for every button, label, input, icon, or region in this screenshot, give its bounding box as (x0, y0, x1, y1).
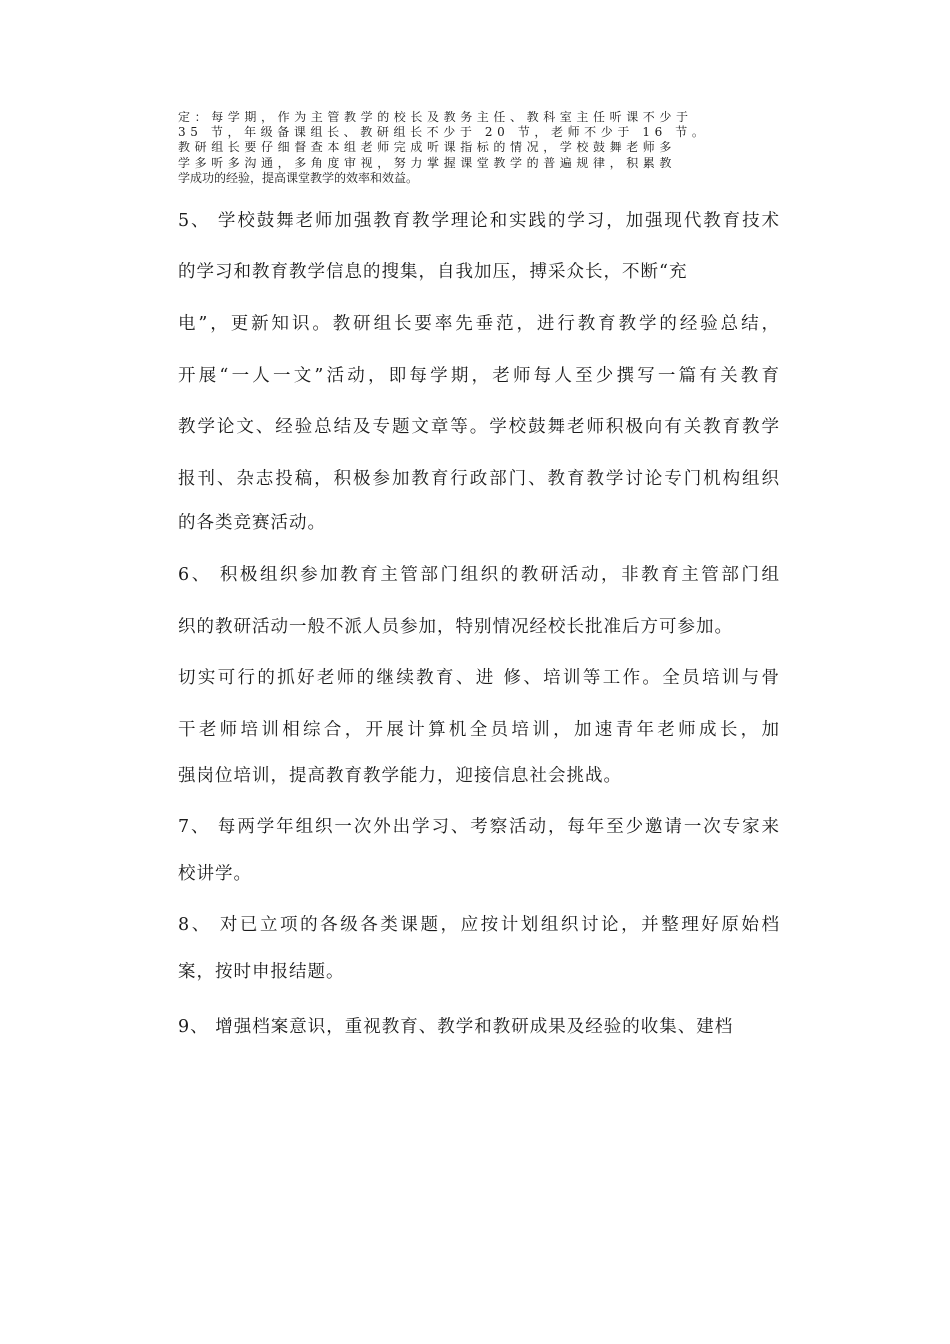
intro-line: 学多听多沟通，多角度审视，努力掌握课堂教学的普遍规律，积累教 (178, 155, 677, 170)
item-6-line: 干老师培训相综合，开展计算机全员培训，加速青年老师成长，加 (178, 720, 780, 740)
item-8-line: 案，按时申报结题。 (178, 962, 345, 982)
item-5-line: 的学习和教育教学信息的搜集，自我加压，搏采众长，不断“充 (178, 262, 688, 282)
item-5-line: 电”，更新知识。教研组长要率先垂范，进行教育教学的经验总结， (178, 314, 780, 334)
intro-line: 定：每学期，作为主管教学的校长及教务主任、教科室主任听课不少于 (178, 110, 693, 124)
item-5-line: 5、 学校鼓舞老师加强教育教学理论和实践的学习，加强现代教育技术 (178, 211, 780, 231)
intro-paragraph (178, 110, 782, 186)
item-5-line: 教学论文、经验总结及专题文章等。学校鼓舞老师积极向有关教育教学 (178, 417, 780, 437)
item-6-line: 强岗位培训，提高教育教学能力，迎接信息社会挑战。 (178, 766, 622, 786)
item-6-line: 织的教研活动一般不派人员参加，特别情况经校长批准后方可参加。 (178, 617, 733, 637)
intro-line: 学成功的经验，提高课堂教学的效率和效益。 (178, 170, 419, 185)
item-7-line: 7、 每两学年组织一次外出学习、考察活动，每年至少邀请一次专家来 (178, 817, 780, 837)
intro-line: 35 节，年级备课组长、教研组长不少于 20 节，老师不少于 16 节。 (178, 125, 709, 140)
item-5-line: 报刊、杂志投稿，积极参加教育行政部门、教育教学讨论专门机构组织 (178, 469, 780, 489)
item-6-line: 切实可行的抓好老师的继续教育、进 修、培训等工作。全员培训与骨 (178, 668, 780, 688)
item-6-line: 6、 积极组织参加教育主管部门组织的教研活动，非教育主管部门组 (178, 565, 780, 585)
item-7-line: 校讲学。 (178, 864, 252, 884)
item-9-line: 9、 增强档案意识，重视教育、教学和教研成果及经验的收集、建档 (178, 1017, 734, 1037)
item-5-line: 的各类竞赛活动。 (178, 513, 326, 533)
item-8-line: 8、 对已立项的各级各类课题，应按计划组织讨论，并整理好原始档 (178, 915, 780, 935)
item-5-line: 开展“一人一文”活动，即每学期，老师每人至少撰写一篇有关教育 (178, 366, 780, 386)
intro-line: 教研组长要仔细督查本组老师完成听课指标的情况，学校鼓舞老师多 (178, 140, 677, 155)
